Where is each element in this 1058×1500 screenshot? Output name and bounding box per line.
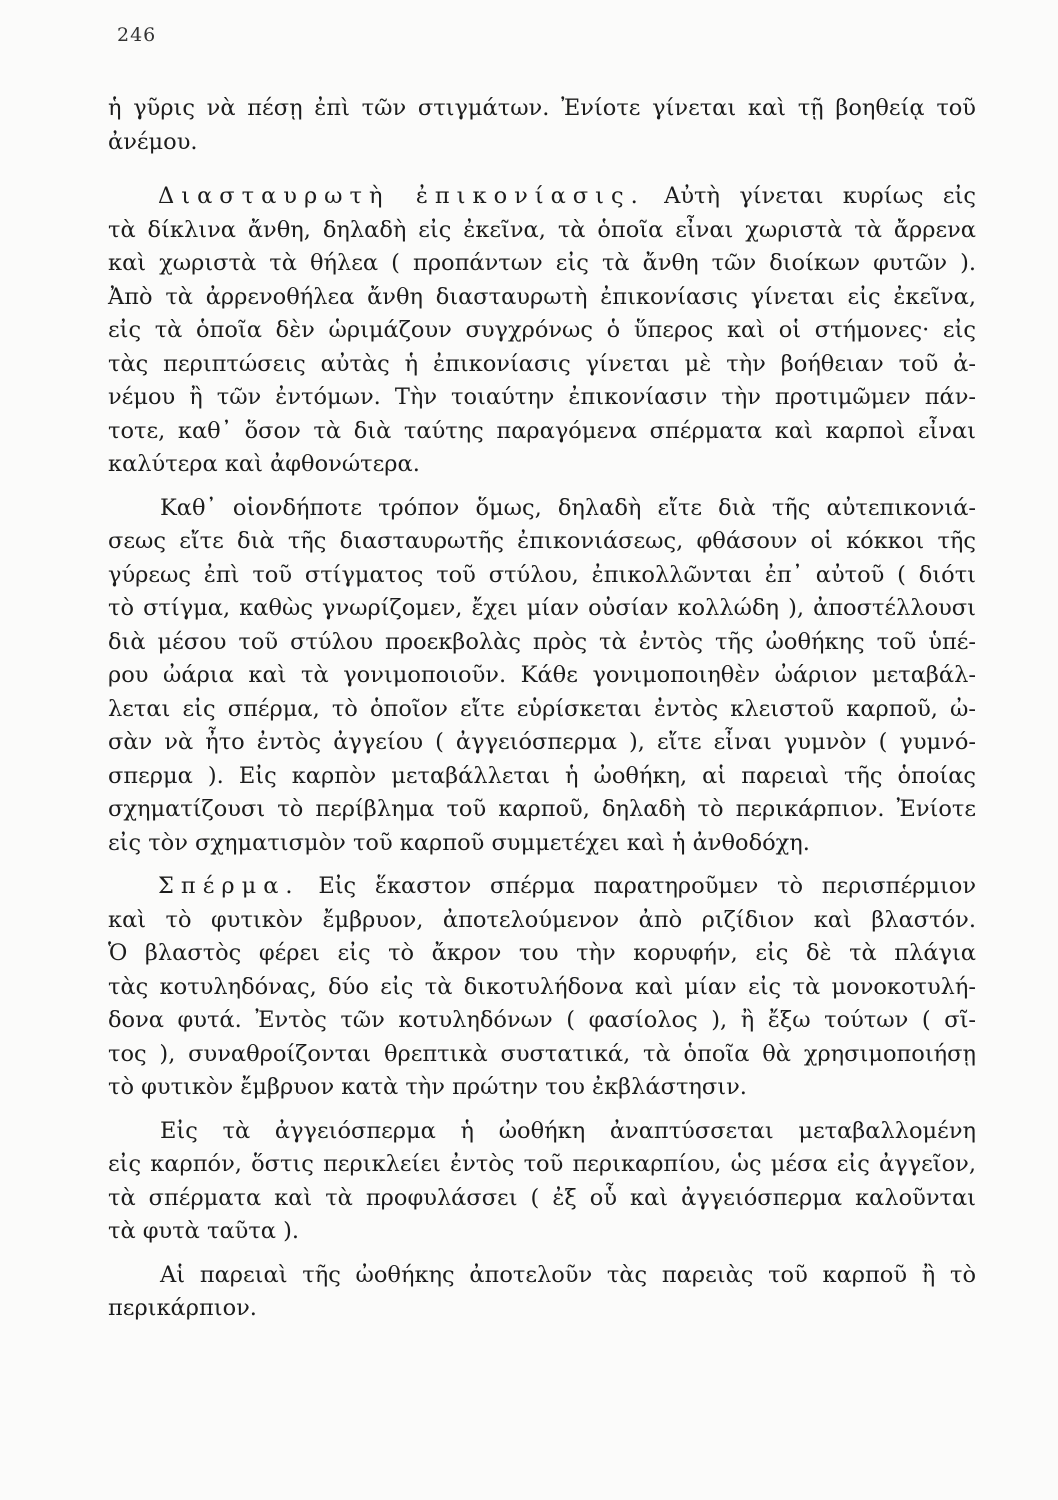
paragraph	[108, 492, 976, 861]
body-text	[108, 92, 976, 1326]
text-line	[108, 870, 976, 904]
text-line: Ἀπὸ τὰ ἀρρενοθήλεα ἄνθη διασταυρωτὴ ἐπικονίασις γίνεται εἰς ἐκεῖνα,	[108, 283, 976, 310]
text-line: περικάρπιον.	[108, 1295, 257, 1321]
text-line: τὰ σπέρματα καὶ τὰ προφυλάσσει ( ἐξ οὗ καὶ ἀγγειόσπερμα καλοῦνται	[108, 1184, 976, 1211]
text-line	[108, 180, 976, 214]
text-line: λεται εἰς σπέρμα, τὸ ὁποῖον εἴτε εὑρίσκεται ἐντὸς κλειστοῦ καρποῦ, ὠ-	[108, 695, 976, 722]
text-line: τὰ φυτὰ ταῦτα ).	[108, 1218, 300, 1244]
text-line: ἡ γῦρις νὰ πέσῃ ἐπὶ τῶν στιγμάτων. Ἐνίοτε γίνεται καὶ τῇ βοηθείᾳ τοῦ	[108, 95, 976, 121]
text-span: Αὐτὴ γίνεται κυρίως εἰς	[664, 183, 976, 209]
text-line: τὰ δίκλινα ἄνθη, δηλαδὴ εἰς ἐκεῖνα, τὰ ὁποῖα εἶναι χωριστὰ τὰ ἄρρενα	[108, 216, 976, 243]
paragraph	[108, 180, 976, 482]
text-line: τὰς κοτυληδόνας, δύο εἰς τὰ δικοτυλήδονα καὶ μίαν εἰς τὰ μονοκοτυλή-	[108, 973, 976, 1000]
text-line: τὰς περιπτώσεις αὐτὰς ἡ ἐπικονίασις γίνεται μὲ τὴν βοήθειαν τοῦ ἀ-	[108, 350, 976, 377]
text-line: δονα φυτά. Ἐντὸς τῶν κοτυληδόνων ( φασίολος ), ἢ ἔξω τούτων ( σῖ-	[108, 1007, 976, 1033]
text-line: σπερμα ). Εἰς καρπὸν μεταβάλλεται ἡ ὠοθήκη, αἱ παρειαὶ τῆς ὁποίας	[108, 762, 976, 789]
text-line: σὰν νὰ ἦτο ἐντὸς ἀγγείου ( ἀγγειόσπερμα ), εἴτε εἶναι γυμνὸν ( γυμνό-	[108, 729, 976, 755]
text-line: τὸ φυτικὸν ἔμβρυον κατὰ τὴν πρώτην του ἐκβλάστησιν.	[108, 1074, 747, 1100]
text-line: νέμου ἢ τῶν ἐντόμων. Τὴν τοιαύτην ἐπικονίασιν τὴν προτιμῶμεν πάν-	[108, 384, 976, 410]
text-line: εἰς τὸν σχηματισμὸν τοῦ καρποῦ συμμετέχει καὶ ἡ ἀνθοδόχη.	[108, 829, 810, 856]
paragraph	[108, 1115, 976, 1249]
text-line: τοτε, καθ᾽ ὅσον τὰ διὰ ταύτης παραγόμενα σπέρματα καὶ καρποὶ εἶναι	[108, 417, 976, 444]
text-line: γύρεως ἐπὶ τοῦ στίγματος τοῦ στύλου, ἐπικολλῶνται ἐπ᾽ αὐτοῦ ( διότι	[108, 561, 976, 588]
text-line: Αἱ παρειαὶ τῆς ὠοθήκης ἀποτελοῦν τὰς παρειὰς τοῦ καρποῦ ἢ τὸ	[160, 1261, 976, 1288]
text-line: διὰ μέσου τοῦ στύλου προεκβολὰς πρὸς τὰ ἐντὸς τῆς ὠοθήκης τοῦ ὑπέ-	[108, 628, 976, 655]
text-line: σχηματίζουσι τὸ περίβλημα τοῦ καρποῦ, δηλαδὴ τὸ περικάρπιον. Ἐνίοτε	[108, 796, 976, 822]
text-line: καλύτερα καὶ ἀφθονώτερα.	[108, 451, 420, 477]
text-line: εἰς τὰ ὁποῖα δὲν ὡριμάζουν συγχρόνως ὁ ὕπερος καὶ οἱ στήμονες· εἰς	[108, 317, 976, 343]
paragraph	[108, 870, 976, 1105]
text-line: Εἰς τὰ ἀγγειόσπερμα ἡ ὠοθήκη ἀναπτύσσεται μεταβαλλομένη	[160, 1117, 976, 1144]
text-line: ἀνέμου.	[108, 128, 198, 155]
paragraph	[108, 1259, 976, 1326]
text-line: εἰς καρπόν, ὅστις περικλείει ἐντὸς τοῦ περικαρπίου, ὡς μέσα εἰς ἀγγεῖον,	[108, 1151, 976, 1177]
text-line: Καθ᾽ οἱονδήποτε τρόπον ὅμως, δηλαδὴ εἴτε διὰ τῆς αὐτεπικονιά-	[160, 494, 976, 521]
section-heading: Σπέρμα.	[158, 873, 300, 899]
section-heading: Διασταυρωτὴ ἐπικονίασις.	[158, 183, 645, 209]
text-line: Ὁ βλαστὸς φέρει εἰς τὸ ἄκρον του τὴν κορυφήν, εἰς δὲ τὰ πλάγια	[108, 940, 976, 966]
page-number: 246	[117, 24, 157, 46]
text-line: καὶ τὸ φυτικὸν ἔμβρυον, ἀποτελούμενον ἀπὸ ριζίδιον καὶ βλαστόν.	[108, 906, 976, 933]
text-line: τος ), συναθροίζονται θρεπτικὰ συστατικά, τὰ ὁποῖα θὰ χρησιμοποιήσῃ	[108, 1040, 976, 1067]
text-line: σεως εἴτε διὰ τῆς διασταυρωτῆς ἐπικονιάσεως, φθάσουν οἱ κόκκοι τῆς	[108, 528, 976, 554]
paragraph	[108, 92, 976, 159]
text-line: ρου ὠάρια καὶ τὰ γονιμοποιοῦν. Κάθε γονιμοποιηθὲν ὠάριον μεταβάλ-	[108, 662, 976, 688]
text-line: τὸ στίγμα, καθὼς γνωρίζομεν, ἔχει μίαν οὐσίαν κολλώδη ), ἀποστέλλουσι	[108, 595, 976, 621]
text-span: Εἰς ἕκαστον σπέρμα παρατηροῦμεν τὸ περισπέρμιον	[318, 873, 976, 899]
text-line: καὶ χωριστὰ τὰ θήλεα ( προπάντων εἰς τὰ ἄνθη τῶν διοίκων φυτῶν ).	[108, 250, 976, 276]
